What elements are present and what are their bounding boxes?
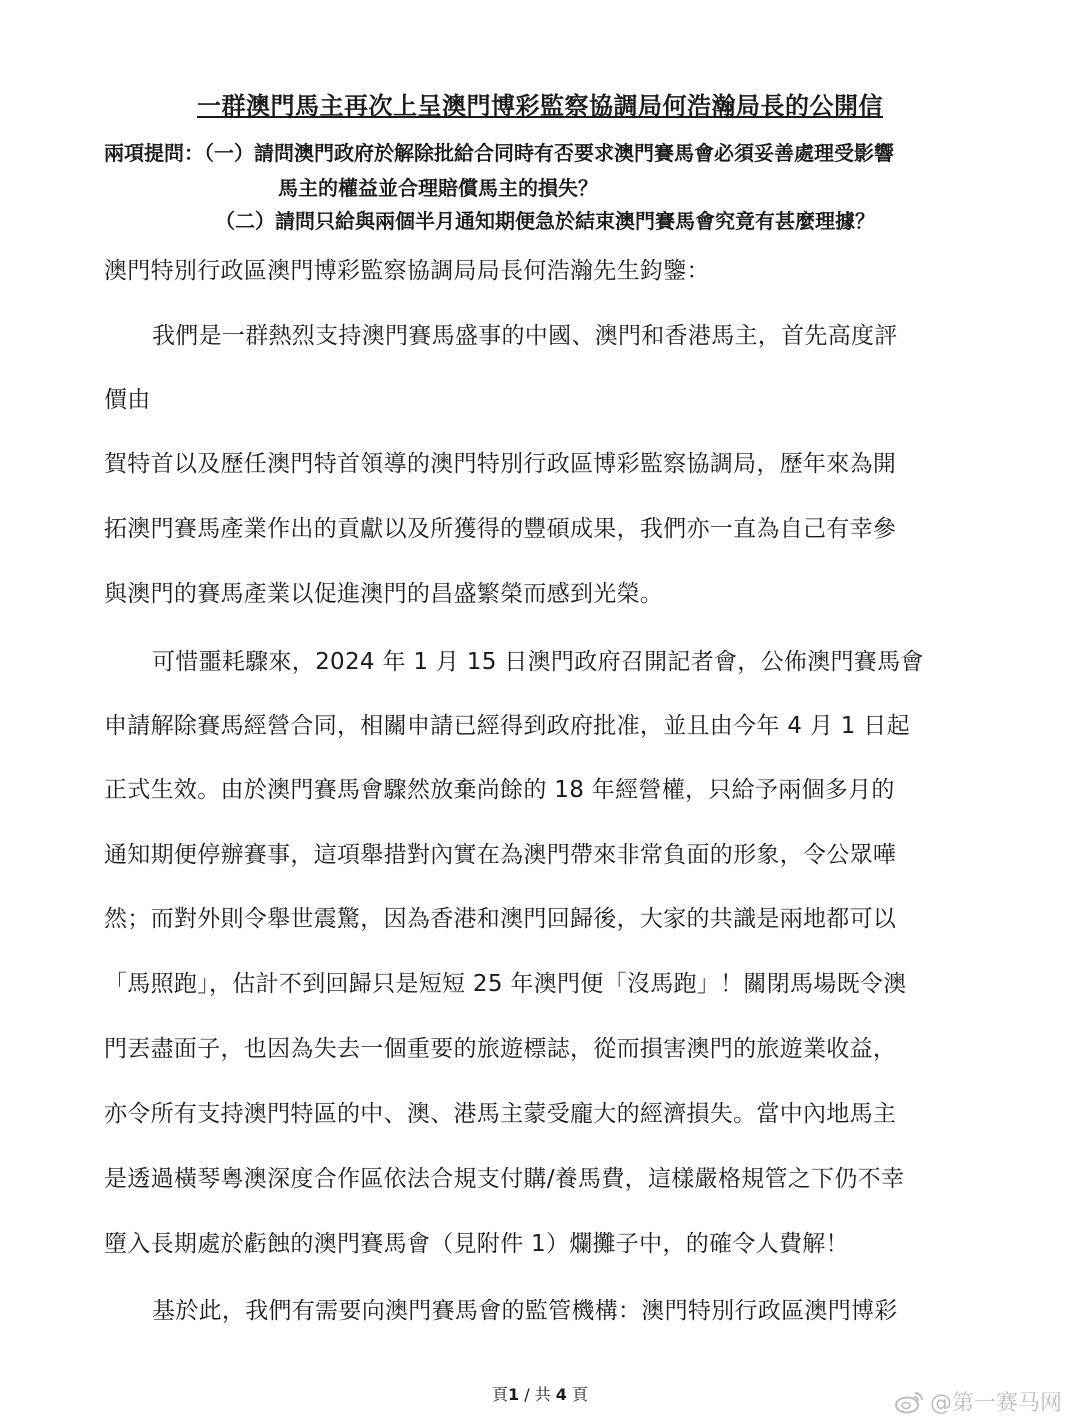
footer-total-pages: 4 (555, 1385, 567, 1404)
body-line: 通知期便停辦賽事，這項舉措對內實在為澳門帶來非常負面的形象，令公眾嘩 (104, 842, 897, 868)
salutation: 澳門特別行政區澳門博彩監察協調局局長何浩瀚先生鈞鑒： (104, 258, 710, 284)
body-line: 申請解除賽馬經營合同，相關申請已經得到政府批准，並且由今年 4 月 1 日起 (104, 713, 910, 739)
body-line: 賀特首以及歷任澳門特首領導的澳門特別行政區博彩監察協調局，歷年來為開 (104, 451, 897, 477)
watermark (894, 1386, 1062, 1417)
weibo-icon (894, 1390, 924, 1414)
body-line: 門丟盡面子，也因為失去一個重要的旅遊標誌，從而損害澳門的旅遊業收益， (104, 1036, 897, 1062)
body-line: 「馬照跑」，估計不到回歸只是短短 25 年澳門便「沒馬跑」！關閉馬場既令澳 (104, 971, 907, 997)
question-2: （二）請問只給與兩個半月通知期便急於結束澳門賽馬會究竟有甚麼理據？ (215, 209, 875, 233)
question-1-line-2: 馬主的權益並合理賠償馬主的損失？ (278, 176, 598, 200)
body-line: 我們是一群熱烈支持澳門賽馬盛事的中國、澳門和香港馬主，首先高度評 (152, 323, 898, 349)
body-line: 拓澳門賽馬產業作出的貢獻以及所獲得的豐碩成果，我們亦一直為自己有幸參 (104, 516, 897, 542)
footer-page-label: 頁 (491, 1385, 508, 1404)
body-line: 基於此，我們有需要向澳門賽馬會的監管機構：澳門特別行政區澳門博彩 (152, 1298, 898, 1324)
footer-current-page: 1 (507, 1385, 520, 1404)
question-1-line-1: 兩項提問：（一）請問澳門政府於解除批給合同時有否要求澳門賽馬會必須妥善處理受影響 (104, 141, 894, 165)
body-line: 價由 (104, 387, 151, 413)
watermark-text: @第一赛马网 (929, 1391, 1062, 1416)
body-line: 是透過橫琴粵澳深度合作區依法合規支付購/養馬費，這樣嚴格規管之下仍不幸 (104, 1166, 905, 1192)
body-line: 與澳門的賽馬產業以促進澳門的昌盛繁榮而感到光榮。 (104, 581, 664, 607)
footer-page-end: 頁 (572, 1385, 589, 1404)
body-line: 正式生效。由於澳門賽馬會驟然放棄尚餘的 18 年經營權，只給予兩個多月的 (104, 777, 895, 803)
body-line: 墮入長期處於虧蝕的澳門賽馬會（見附件 1）爛攤子中，的確令人費解！ (104, 1231, 849, 1257)
body-line: 然；而對外則令舉世震驚，因為香港和澳門回歸後，大家的共識是兩地都可以 (104, 906, 897, 932)
body-line: 可惜噩耗驟來，2024 年 1 月 15 日澳門政府召開記者會，公佈澳門賽馬會 (152, 649, 924, 675)
letter-title: 一群澳門馬主再次上呈澳門博彩監察協調局何浩瀚局長的公開信 (197, 92, 883, 120)
footer-separator: / 共 (524, 1385, 551, 1404)
body-line: 亦令所有支持澳門特區的中、澳、港馬主蒙受龐大的經濟損失。當中內地馬主 (104, 1101, 897, 1127)
